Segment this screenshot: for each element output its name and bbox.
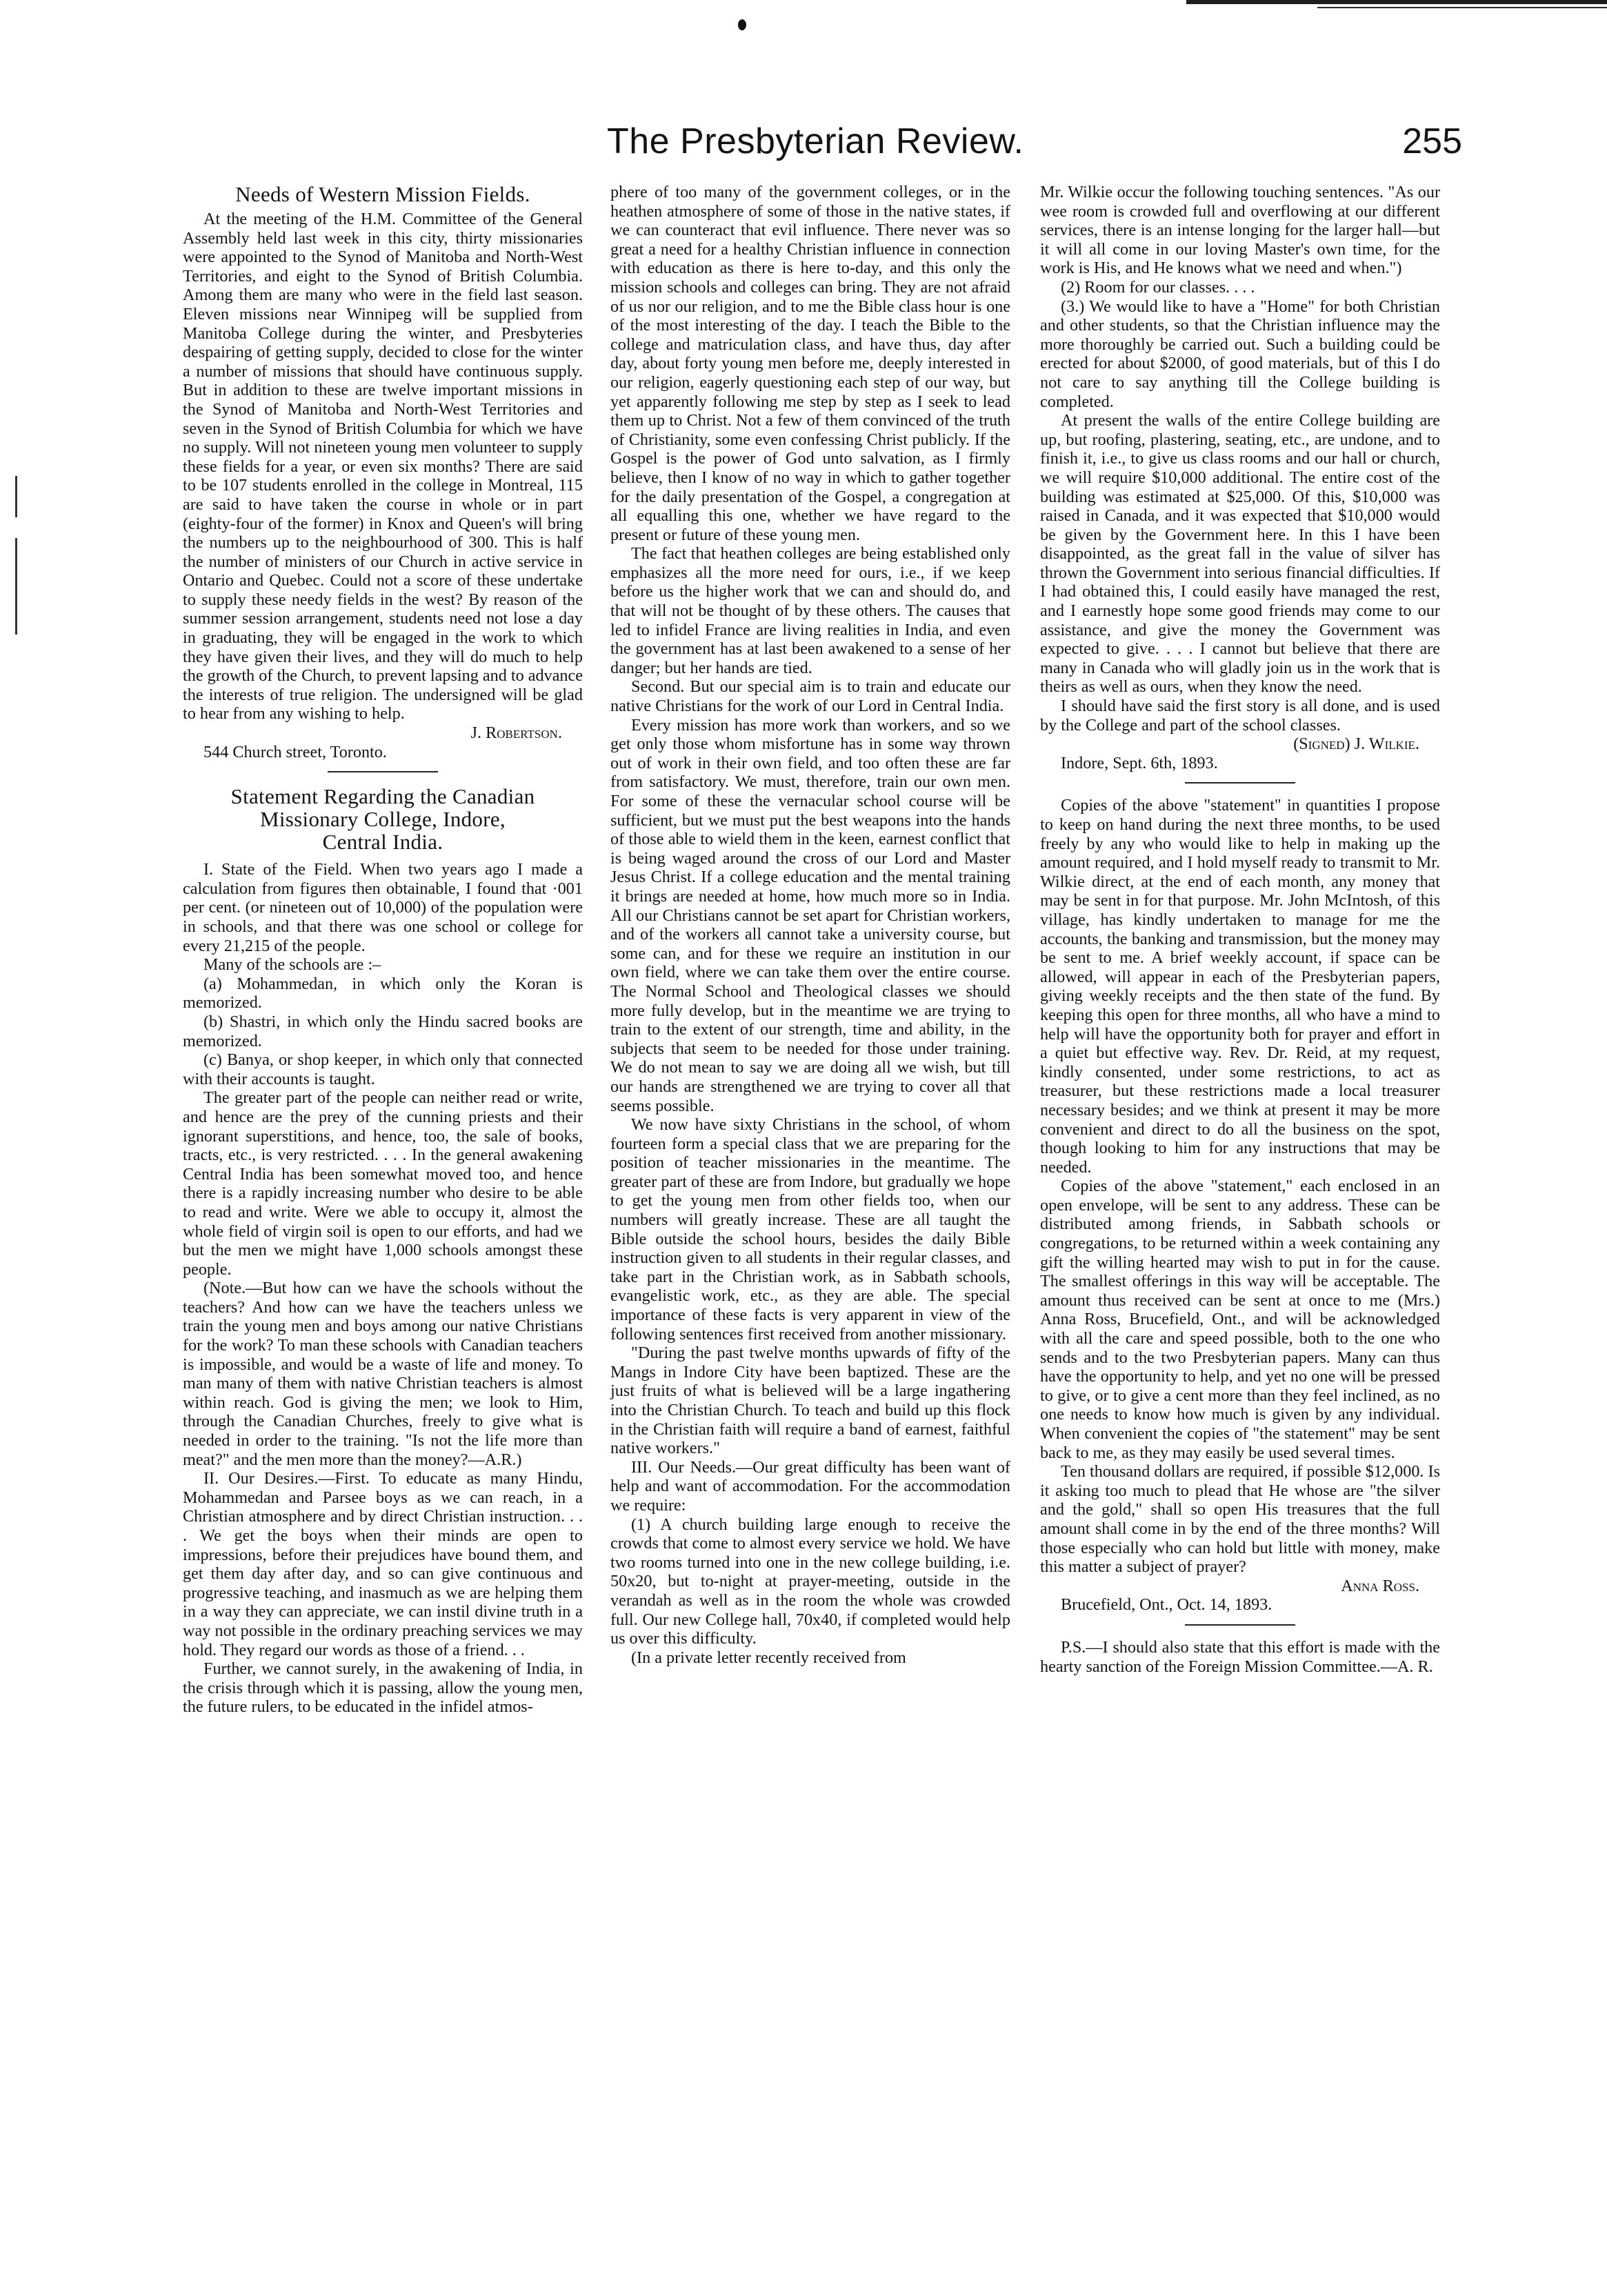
ink-mark <box>738 19 746 30</box>
article-title-indore-college: Statement Regarding the Canadian Missionary College, Indore, Central India. <box>230 784 535 855</box>
article-paragraph: phere of too many of the government colleges, or in the heathen atmosphere of some of those in the native states, if we can counteract that evil influence. There never was so great a need for a healthy Christian influence in connection with education as there is here to-day, and this only the mission schools and colleges can bring. They are not afraid of us nor our religion, and to me the Bible class hour is one of the most interesting of the day. I teach the Bible to the college and matriculation class, and have thus, day after day, about forty young men before me, deeply interested in our religion, eagerly questioning each step of our way, but yet apparently following me step by step as I seek to lead them up to Christ. Not a few of them convinced of the truth of Christianity, some even confessing Christ publicly. If the Gospel is the power of God unto salvation, as I firmly believe, then I know of no way in which to gather together for the daily presentation of the Gospel, a congregation at all equalling this one, whether we have regard to the present or future of these young men. <box>610 183 1010 544</box>
article-paragraph: II. Our Desires.—First. To educate as many Hindu, Mohammedan and Parsee boys as we can reach, in a Christian atmosphere and by direct Christian instruction. . . . We get the boys when their minds are open to impressions, before their prejudices have bound them, and get them day after day, and so can give continuous and progressive teaching, and inasmuch as we are helping them in a way they can appreciate, we can instil divine truth in a way not possible in the ordinary preaching services we may hold. They regard our words as those of a friend. . . <box>183 1469 583 1659</box>
article-paragraph: Every mission has more work than workers, and so we get only those whom misfortune has in some way thrown out of work in their own field, and too often these are far from satisfactory. We must, therefore, train our own men. For some of these the vernacular school course will be sufficient, but we must put the best weapons into the hands of those able to wield them in the keen, earnest conflict that is being waged around the cross of our Lord and Master Jesus Christ. If a college education and the mental training it brings are needed at home, how much more so in India. All our Christians cannot be set apart for Christian workers, and of the workers all cannot take a university course, but some can, and for these we require an institution in our own field, where we can take them over the entire course. The Normal School and Theological classes we should more fully develop, but in the meantime we are trying to train to the extent of our strength, time and ability, in the subjects that seem to be needed for those under training. We do not mean to say we are doing all we wish, but till our hands are strengthened we are trying to cover all that seems possible. <box>610 715 1010 1115</box>
column-3 <box>1040 183 1440 1676</box>
page-number: 255 <box>1402 121 1462 161</box>
section-divider <box>1185 782 1295 783</box>
page-header <box>607 121 1462 169</box>
article-title-western-missions: Needs of Western Mission Fields. <box>235 182 530 206</box>
list-item: (c) Banya, or shop keeper, in which only that connected with their accounts is taught. <box>183 1050 583 1088</box>
article-signature: J. Robertson. <box>470 723 562 743</box>
article-paragraph: I. State of the Field. When two years ago I made a calculation from figures then obtainable, I found that ·001 per cent. (or nineteen out of 10,000) of the population were in schools, and that there was one school or college for every 21,215 of the people. <box>183 860 583 955</box>
list-item: (b) Shastri, in which only the Hindu sacred books are memorized. <box>183 1012 583 1050</box>
article-paragraph: Copies of the above "statement" in quantities I propose to keep on hand during the next three months, to be used freely by any who would like to help in making up the amount required, and I hold myself ready to transmit to Mr. Wilkie direct, at the end of each month, any money that may be sent in for that purpose. Mr. John McIntosh, of this village, has kindly undertaken to manage for me the accounts, the banking and transmission, but the money may be sent to me. A brief weekly account, if space can be allowed, will appear in each of the Presbyterian papers, giving weekly receipts and the then state of the fund. By keeping this open for three months, all who have a mind to help will have the opportunity both for prayer and effort in a quiet but effective way. Rev. Dr. Reid, at my request, kindly consented, under some restrictions, to act as treasurer, but these restrictions made a local treasurer necessary besides; and we think at present it may be more convenient and direct to do all the business on the spot, though looking to him for any instructions that may be needed. <box>1040 796 1440 1177</box>
article-paragraph: Copies of the above "statement," each enclosed in an open envelope, will be sent to any address. These can be distributed among friends, in Sabbath schools or congregations, to be returned within a week containing any gift the willing hearted may wish to put in for the cause. The smallest offerings in this way will be acceptable. The amount thus received can be sent at once to me (Mrs.) Anna Ross, Brucefield, Ont., and will be acknowledged with all the care and speed possible, both to the one who sends and to the two Presbyterian papers. Many can thus have the opportunity to help, and yet no one will be pressed to give, or to give a cent more than they feel inclined, as no one needs to know how much is given by any individual. When convenient the copies of "the statement" may be sent back to me, as they may easily be used several times. <box>1040 1177 1440 1462</box>
quoted-paragraph: "During the past twelve months upwards of fifty of the Mangs in Indore City have been baptized. These are the just fruits of what is believed will be a large ingathering into the Christian Church. To teach and build up this flock in the Christian faith will require a band of earnest, faithful native workers." <box>610 1344 1010 1458</box>
top-border-rule-thin <box>1317 7 1607 8</box>
list-item: (2) Room for our classes. . . . <box>1061 277 1255 297</box>
article-paragraph: Second. But our special aim is to train and educate our native Christians for the work of our Lord in Central India. <box>610 677 1010 716</box>
statement-dateline: Indore, Sept. 6th, 1893. <box>1061 753 1218 772</box>
article-paragraph: Mr. Wilkie occur the following touching sentences. "As our wee room is crowded full and overflowing at our different services, there is an intense longing for the larger hall—but it will all come in our loving Master's own time, for the work is His, and He knows what we need and when.") <box>1040 183 1440 278</box>
article-paragraph: Many of the schools are :– <box>203 955 381 975</box>
list-item: (a) Mohammedan, in which only the Koran is memorized. <box>183 974 583 1012</box>
column-2 <box>610 183 1010 1667</box>
article-paragraph: We now have sixty Christians in the school, of whom fourteen form a special class that we are preparing for the position of teacher missionaries in the meantime. The greater part of these are from Indore, but gradually we hope to get the young men from other fields too, when our numbers will greatly increase. These are all taught the Bible outside the school hours, besides the daily Bible instruction given to all students in their regular classes, and take part in the Christian work, as in Sabbath schools, evangelistic work, etc., as they are able. The special importance of these facts is very apparent in view of the following sentences first received from another missionary. <box>610 1115 1010 1344</box>
section-divider <box>328 771 438 772</box>
column-1 <box>183 183 583 1717</box>
article-paragraph: III. Our Needs.—Our great difficulty has been want of help and want of accommodation. For the accommodation we require: <box>610 1457 1010 1515</box>
article-paragraph: At the meeting of the H.M. Committee of the General Assembly held last week in this city, thirty missionaries were appointed to the Synod of Manitoba and North-West Territories, and eight to the Synod of British Columbia. Among them are many who were in the field last season. Eleven missions near Winnipeg will be supplied from Manitoba College during the winter, and Presbyteries despairing of getting supply, decided to close for the winter a number of missions that should have continuous supply. But in addition to these are twelve important missions in the Synod of Manitoba and North-West Territories and seven in the Synod of British Columbia for which we have no supply. Will not nineteen young men volunteer to supply these fields for a year, or even six months? There are said to be 107 students enrolled in the college in Montreal, 115 are said to have taken the course in whole or in part (eighty-four of the former) in Knox and Queen's will bring the numbers up to the neighbourhood of 300. This is half the number of ministers of our Church in active service in Ontario and Quebec. Could not a score of these undertake to supply these needy fields in the west? By reason of the summer session arrangement, students need not lose a day in graduating, they will be engaged in the work to which they have given their lives, and they will do much to help the growth of the Church, to prevent lapsing and to advance the interests of true religion. The undersigned will be glad to hear from any wishing to help. <box>183 210 583 723</box>
statement-signature: (Signed) J. Wilkie. <box>1293 735 1419 754</box>
article-paragraph: I should have said the first story is all done, and is used by the College and part of the school classes. <box>1040 697 1440 735</box>
section-divider <box>1185 1624 1295 1626</box>
article-paragraph: (In a private letter recently received from <box>631 1648 906 1667</box>
appeal-signature: Anna Ross. <box>1341 1576 1419 1595</box>
article-paragraph: The fact that heathen colleges are being established only emphasizes all the more need for ours, i.e., if we keep before us the higher work that we can and should do, and that will not be thought of by these others. The causes that led to infidel France are living realities in India, and even the government has at last been awakened to a sense of her danger; but her hands are tied. <box>610 544 1010 677</box>
appeal-dateline: Brucefield, Ont., Oct. 14, 1893. <box>1061 1595 1272 1615</box>
article-address: 544 Church street, Toronto. <box>203 742 387 761</box>
margin-bracket-mark <box>15 476 17 517</box>
article-paragraph: The greater part of the people can neither read or write, and hence are the prey of the cunning priests and their ignorant superstitions, and hence, too, the sale of books, tracts, etc., is very restricted. . . . In the general awakening Central India has been somewhat moved too, and hence there is a rapidly increasing number who desire to be able to read and write. Were we able to occupy it, almost the whole field of virgin soil is open to our efforts, and had we but the men we might have 1,000 schools amongst these people. <box>183 1088 583 1279</box>
top-border-rule <box>1186 0 1607 4</box>
article-paragraph: (Note.—But how can we have the schools without the teachers? And how can we have the teachers unless we train the young men and boys among our native Christians for the work? To man these schools with Canadian teachers is impossible, and would be a waste of life and money. To man many of them with native Christian teachers is almost within reach. God is giving the men; we look to Him, through the Canadian Churches, freely to give what is needed in order to the training. "Is not the life more than meat?" and the men more than the money?—A.R.) <box>183 1279 583 1469</box>
list-item: (1) A church building large enough to receive the crowds that come to almost every service we hold. We have two rooms turned into one in the new college building, i.e. 50x20, but to-night at prayer-meeting, outside in the verandah as well as in the room the whole was crowded full. Our new College hall, 70x40, if completed would help us over this difficulty. <box>610 1515 1010 1648</box>
article-paragraph: At present the walls of the entire College building are up, but roofing, plastering, seating, etc., are undone, and to finish it, i.e., to give us class rooms and our hall or church, we will require $10,000 additional. The entire cost of the building was estimated at $25,000. Of this, $10,000 was raised in Canada, and it was expected that $10,000 would be given by the Government here. In this I have been disappointed, as the great fall in the value of silver has thrown the Government into serious financial difficulties. If I had obtained this, I could easily have managed the rest, and I earnestly hope some good friends may come to our assistance, and give the money the Government was expected to give. . . . I cannot but believe that there are many in Canada who will gladly join us in the work that is theirs as well as ours, when they know the need. <box>1040 411 1440 697</box>
running-head: The Presbyterian Review. <box>607 121 1024 161</box>
list-item: (3.) We would like to have a "Home" for both Christian and other students, so that the Christian influence may the more thoroughly be carried out. Such a building could be erected for about $2000, of good materials, but of this I do not care to say anything till the College building is completed. <box>1040 297 1440 411</box>
margin-bracket-mark <box>15 538 17 635</box>
article-paragraph: Further, we cannot surely, in the awakening of India, in the crisis through which it is passing, allow the young men, the future rulers, to be educated in the infidel atmos- <box>183 1659 583 1717</box>
article-paragraph: Ten thousand dollars are required, if possible $12,000. Is it asking too much to plead that He whose are "the silver and the gold," shall so open His treasures that the full amount shall come in by the end of the three months? Will those especially who can hold but little with money, make this matter a subject of prayer? <box>1040 1462 1440 1577</box>
postscript: P.S.—I should also state that this effort is made with the hearty sanction of the Foreign Mission Committee.—A. R. <box>1040 1637 1440 1676</box>
